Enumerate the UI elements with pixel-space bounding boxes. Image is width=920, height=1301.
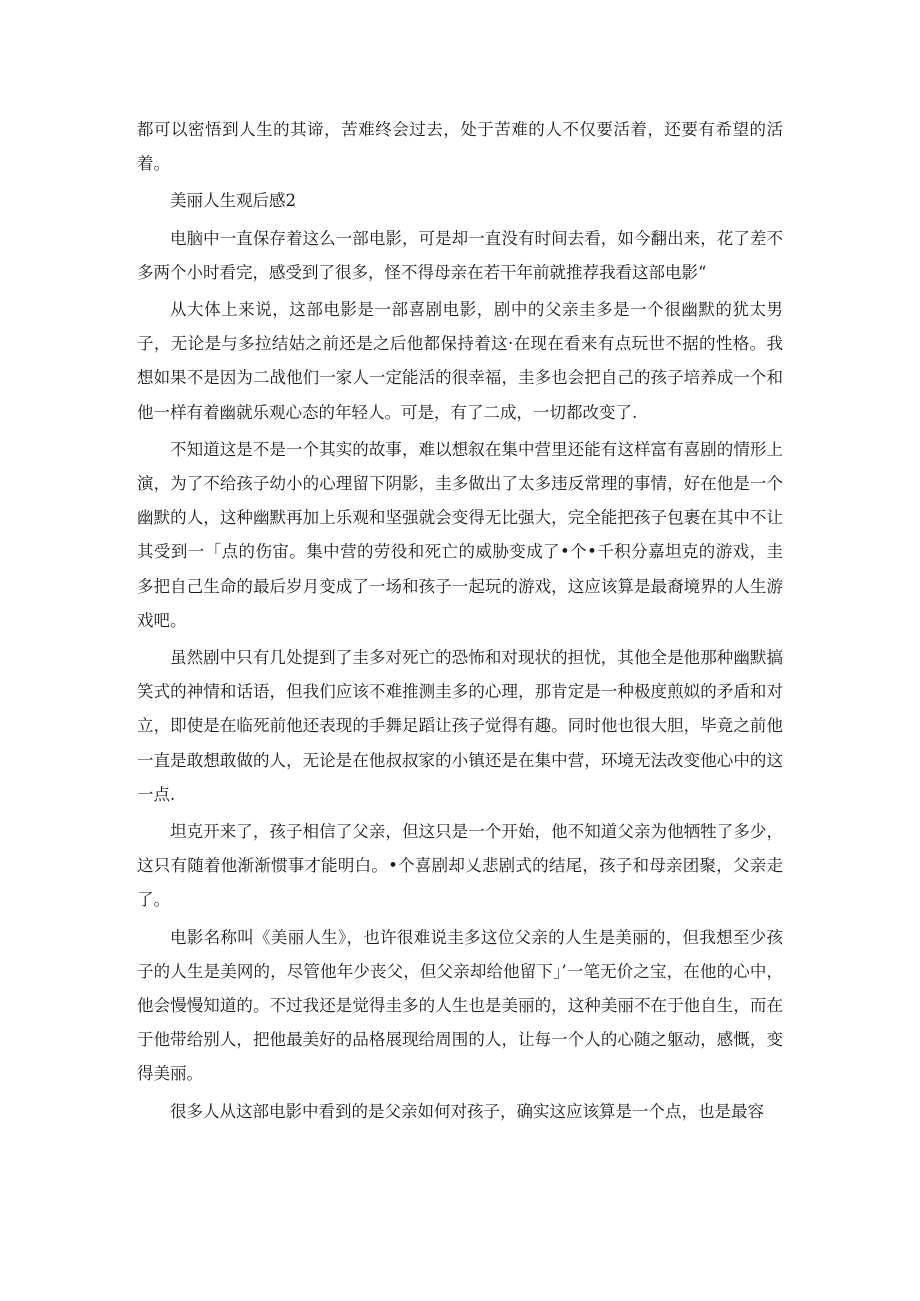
paragraph: 虽然剧中只有几处提到了圭多对死亡的恐怖和对现状的担忧，其他全是他那种幽默搞笑式的神情和话语，但我们应该不难推测圭多的心理，那肯定是一种极度煎姒的矛盾和对立，即使是在临死前他还表现的手舞足蹈让孩子觉得有趣。同时他也很大胆，毕竟之前他一直是敢想敢做的人，无论是在他叔叔家的小镇还是在集中营，环境无法改变他心中的这一点. (137, 648, 783, 804)
paragraph-continuation: 都可以密悟到人生的其谛，苦难终会过去，处于苦难的人不仅要活着，还要有希望的活着。 (137, 120, 783, 174)
section-heading: 美丽人生观后感2 (170, 191, 296, 211)
paragraph: 很多人从这部电影中看到的是父亲如何对孩子，确实这应该算是一个点，也是最容 (170, 1101, 764, 1121)
paragraph: 从大体上来说，这部电影是一部喜剧电影，剧中的父亲圭多是一个很幽默的犹太男子，无论是与多拉结姑之前还是之后他都保持着这·在现在看来有点玩世不据的性格。我想如果不是因为二战他们一家人一定能活的很幸福，圭多也会把自己的孩子培养成一个和他一样有着幽就乐观心态的年轻人。可是，有了二成，一切都改变了. (137, 300, 783, 422)
paragraph: 坦克开来了，孩子相信了父亲，但这只是一个开始，他不知道父亲为他牺牲了多少，这只有随着他渐渐惯事才能明白。•个喜剧却乂悲剧式的结尾，孩子和母亲团聚，父亲走了。 (137, 822, 783, 910)
document-body (137, 113, 783, 1129)
paragraph: 电脑中一直保存着这么一部电影，可是却一直没有时间去看，如今翻出来，花了差不多两个小时看完，感受到了很多，怪不得母亲在若干年前就推荐我看这部电影“ (137, 228, 783, 282)
paragraph: 电影名称叫《美丽人生》，也许很难说圭多这位父亲的人生是美丽的，但我想至少孩子的人生是美网的，尽管他年少丧父，但父亲却给他留下」’一笔无价之宝，在他的心中，他会慢慢知道的。不过我还是觉得圭多的人生也是美丽的，这种美丽不在于他自生，而在于他带给别人，把他最美好的品格展现给周围的人，让每一个人的心随之躯动，感慨，变得美丽。 (137, 927, 783, 1084)
paragraph: 不知道这是不是一个其实的故事，难以想叙在集中营里还能有这样富有喜剧的情形上演，为了不给孩子幼小的心理留下阴影，圭多做出了太多违反常理的事情，好在他是一个幽默的人，这种幽默再加上乐观和坚强就会变得无比强大，完全能把孩子包裹在其中不让其受到一「点的伤宙。集中营的劳役和死亡的威胁变成了•个•千积分嘉坦克的游戏，圭多把自己生命的最后岁月变成了一场和孩子一起玩的游戏，这应该算是最裔境界的人生游戏吧。 (137, 439, 783, 630)
